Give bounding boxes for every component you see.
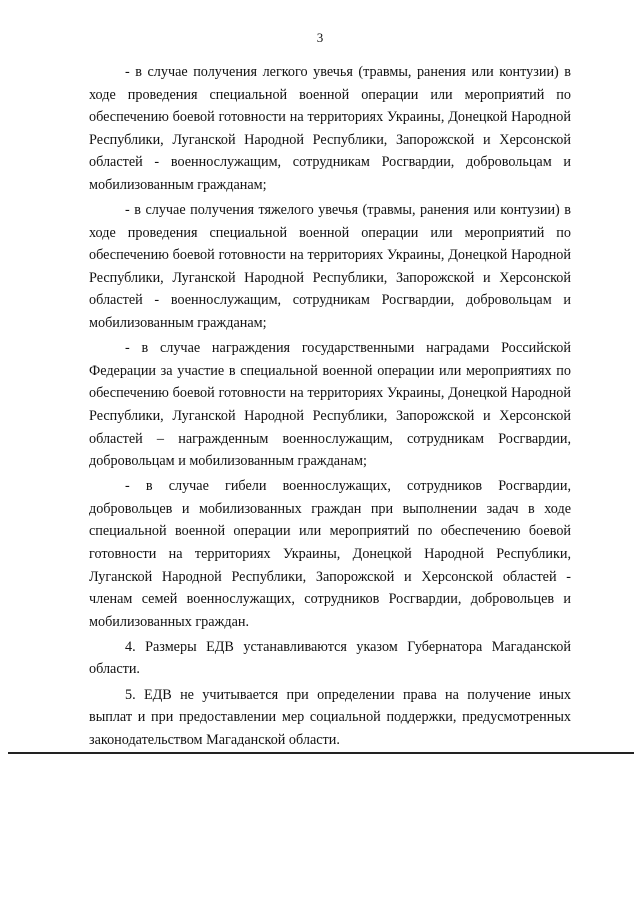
paragraph-state-awards: - в случае награждения государственными наградами Российской Федерации за участие в специальной военной операции или мероприятиях по обеспечению боевой готовности на территориях Украины, Донецкой Народной Республики, Луганской Народной Республики, Запорожской и Херсонской областей – награжденным военнослужащим, сотрудникам Росгвардии, добровольцам и мобилизованным гражданам;	[89, 340, 571, 470]
page-number: 3	[316, 30, 324, 45]
paragraph-item-5: 5. ЕДВ не учитывается при определении права на получение иных выплат и при предоставлении мер социальной поддержки, предусмотренных законодательством Магаданской области.	[89, 686, 571, 748]
horizontal-divider	[8, 752, 634, 754]
paragraph-severe-injury: - в случае получения тяжелого увечья (травмы, ранения или контузии) в ходе проведения специальной военной операции или мероприятий по обеспечению боевой готовности на территориях Украины, Донецкой Народной Республики, Луганской Народной Республики, Запорожской и Херсонской областей - военнослужащим, сотрудникам Росгвардии, добровольцам и мобилизованным гражданам;	[89, 202, 571, 332]
document-body	[89, 61, 571, 754]
paragraph-death: - в случае гибели военнослужащих, сотрудников Росгвардии, добровольцев и мобилизованных граждан при выполнении задач в ходе специальной военной операции или мероприятий по обеспечению боевой готовности на территориях Украины, Донецкой Народной Республики, Луганской Народной Республики, Запорожской и Херсонской областей - членам семей военнослужащих, сотрудников Росгвардии, добровольцев и мобилизованных граждан.	[89, 478, 571, 630]
paragraph-light-injury: - в случае получения легкого увечья (травмы, ранения или контузии) в ходе проведения специальной военной операции или мероприятий по обеспечению боевой готовности на территориях Украины, Донецкой Народной Республики, Луганской Народной Республики, Запорожской и Херсонской областей - военнослужащим, сотрудникам Росгвардии, добровольцам и мобилизованным гражданам;	[89, 64, 571, 193]
paragraph-item-4: 4. Размеры ЕДВ устанавливаются указом Губернатора Магаданской области.	[89, 638, 571, 678]
